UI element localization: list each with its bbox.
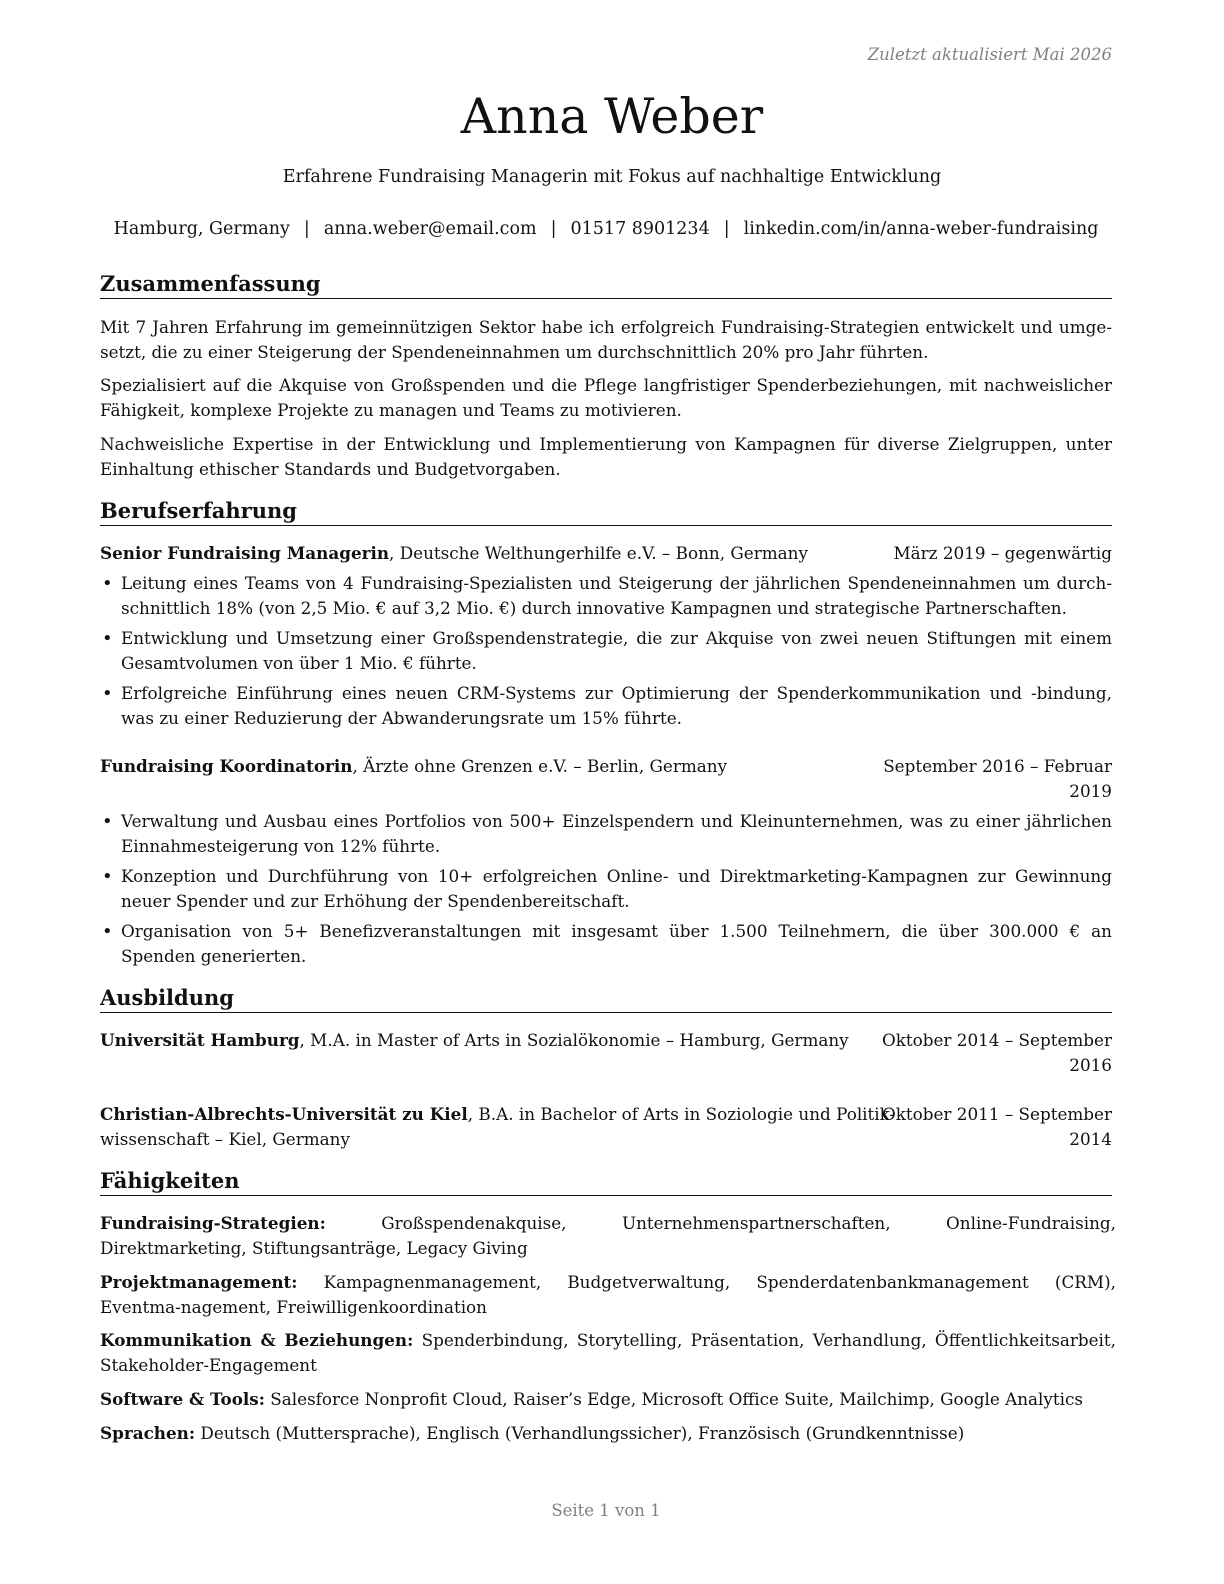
skill-label: Projektmanagement: (100, 1272, 298, 1292)
education-dates-end: 2014 (1069, 1129, 1112, 1149)
job-dates-start: September 2016 – Februar (883, 756, 1112, 776)
list-item: • Konzeption und Durchführung von 10+ erfolgreichen Online- und Direktmarketing-Kampagnen zur Gewinnung neuer Spender und zur Erhöhung der Spendenbereitschaft. (100, 864, 1112, 914)
job-dates (883, 754, 1112, 804)
job-header (100, 541, 1112, 566)
education-dates (882, 1028, 1112, 1078)
contact-line (0, 219, 1212, 239)
degree-continued: wissenschaft – Kiel, Germany (100, 1129, 350, 1149)
education-entry (100, 1028, 1112, 1078)
job-header (100, 754, 1112, 804)
job-title: Fundraising Koordinatorin (100, 756, 353, 776)
skill-label: Sprachen: (100, 1423, 196, 1443)
list-item: • Entwicklung und Umsetzung einer Großspendenstrategie, die zur Akquise von zwei neuen Stiftungen mit einem Gesamtvolumen von über 1 Mio. € führte. (100, 626, 1112, 676)
job-title: Senior Fundraising Managerin (100, 543, 390, 563)
job-title-line (100, 754, 727, 779)
candidate-name: Anna Weber (460, 88, 764, 145)
tagline: Erfahrene Fundraising Managerin mit Fokus auf nachhaltige Entwicklung (282, 167, 942, 187)
section-heading-experience: Berufserfahrung (100, 498, 1112, 526)
section-heading-summary: Zusammenfassung (100, 271, 1112, 299)
page-number: Seite 1 von 1 (551, 1501, 661, 1520)
contact-location: Hamburg, Germany (113, 219, 290, 239)
skill-text: Spenderbindung, Storytelling, Präsentation, Verhandlung, Öffentlichkeitsarbeit, Stakeholder-Engagement (100, 1330, 1117, 1375)
skill-text: Kampagnenmanagement, Budgetverwaltung, Spenderdatenbankmanagement (CRM), Eventma-nagement, Freiwilligenkoordination (100, 1272, 1116, 1317)
section-heading-education: Ausbildung (100, 985, 1112, 1013)
summary-paragraph: Mit 7 Jahren Erfahrung im gemeinnützigen Sektor habe ich erfolgreich Fundraising-Strategien entwickelt und umge-setzt, die zu einer Steigerung der Spendeneinnahmen um durchschnittlich 20% pro Jahr führten. (100, 317, 1112, 362)
school-name: Universität Hamburg (100, 1030, 300, 1050)
education-degree-line (100, 1102, 895, 1152)
education-dates-start: Oktober 2011 – September (881, 1104, 1112, 1124)
education-dates (882, 1102, 1112, 1152)
education-entry (100, 1102, 1112, 1152)
job-bullets (100, 571, 1112, 736)
contact-separator: | (550, 219, 557, 239)
school-name: Christian-Albrechts-Universität zu Kiel (100, 1104, 468, 1124)
skill-label: Software & Tools: (100, 1389, 265, 1409)
contact-phone[interactable]: 01517 8901234 (570, 219, 710, 239)
skill-group (100, 1328, 1116, 1378)
job-title-line (100, 541, 808, 566)
skill-text: Deutsch (Muttersprache), Englisch (Verhandlungssicher), Französisch (Grundkenntnisse) (200, 1423, 965, 1443)
skill-group (100, 1387, 1116, 1412)
education-dates-start: Oktober 2014 – September (881, 1030, 1112, 1050)
skill-label: Kommunikation & Beziehungen: (100, 1330, 414, 1350)
summary-paragraph: Nachweisliche Expertise in der Entwicklung und Implementierung von Kampagnen für diverse Zielgruppen, unter Einhaltung ethischer Standards und Budgetvorgaben. (100, 434, 1112, 479)
contact-separator: | (723, 219, 730, 239)
skill-group (100, 1270, 1116, 1320)
skill-label: Fundraising-Strategien: (100, 1213, 326, 1233)
list-item: • Erfolgreiche Einführung eines neuen CRM-Systems zur Optimierung der Spenderkommunikation und -bindung, was zu einer Reduzierung der Abwanderungsrate um 15% führte. (100, 681, 1112, 731)
skill-group (100, 1211, 1116, 1261)
section-heading-skills: Fähigkeiten (100, 1168, 1112, 1196)
summary-paragraph: Spezialisiert auf die Akquise von Großspenden und die Pflege langfristiger Spenderbeziehungen, mit nachweislicher Fähigkeit, komplexe Projekte zu managen und Teams zu motivieren. (100, 375, 1112, 420)
skill-text: Salesforce Nonprofit Cloud, Raiser’s Edge, Microsoft Office Suite, Mailchimp, Google Analytics (270, 1389, 1084, 1409)
list-item: • Organisation von 5+ Benefizveranstaltungen mit insgesamt über 1.500 Teilnehmern, die über 300.000 € an Spenden generierten. (100, 919, 1112, 969)
degree: , M.A. in Master of Arts in Sozialökonomie – Hamburg, Germany (299, 1030, 849, 1050)
degree: , B.A. in Bachelor of Arts in Soziologie und Politik- (467, 1104, 896, 1124)
last-updated: Zuletzt aktualisiert Mai 2026 (867, 45, 1112, 64)
skill-text: Großspendenakquise, Unternehmenspartnerschaften, Online-Fundraising, Direktmarketing, Stiftungsanträge, Legacy Giving (100, 1213, 1116, 1258)
education-dates-end: 2016 (1069, 1055, 1112, 1075)
contact-email[interactable]: anna.weber@email.com (323, 219, 537, 239)
job-dates: März 2019 – gegenwärtig (893, 543, 1112, 563)
list-item: • Verwaltung und Ausbau eines Portfolios von 500+ Einzelspendern und Kleinunternehmen, was zu einer jährlichen Einnahmesteigerung von 12% führte. (100, 809, 1112, 859)
job-dates-end: 2019 (1069, 781, 1112, 801)
job-organization: , Ärzte ohne Grenzen e.V. – Berlin, Germany (352, 756, 728, 776)
skill-group (100, 1421, 1116, 1446)
job-organization: , Deutsche Welthungerhilfe e.V. – Bonn, Germany (389, 543, 808, 563)
contact-separator: | (303, 219, 310, 239)
education-degree-line (100, 1028, 849, 1053)
contact-linkedin[interactable]: linkedin.com/in/anna-weber-fundraising (743, 219, 1099, 239)
list-item: • Leitung eines Teams von 4 Fundraising-Spezialisten und Steigerung der jährlichen Spendeneinnahmen um durch-schnittlich 18% (von 2,5 Mio. € auf 3,2 Mio. €) durch innovative Kampagnen und strategische Partnerschaften. (100, 571, 1112, 621)
job-bullets (100, 809, 1112, 974)
